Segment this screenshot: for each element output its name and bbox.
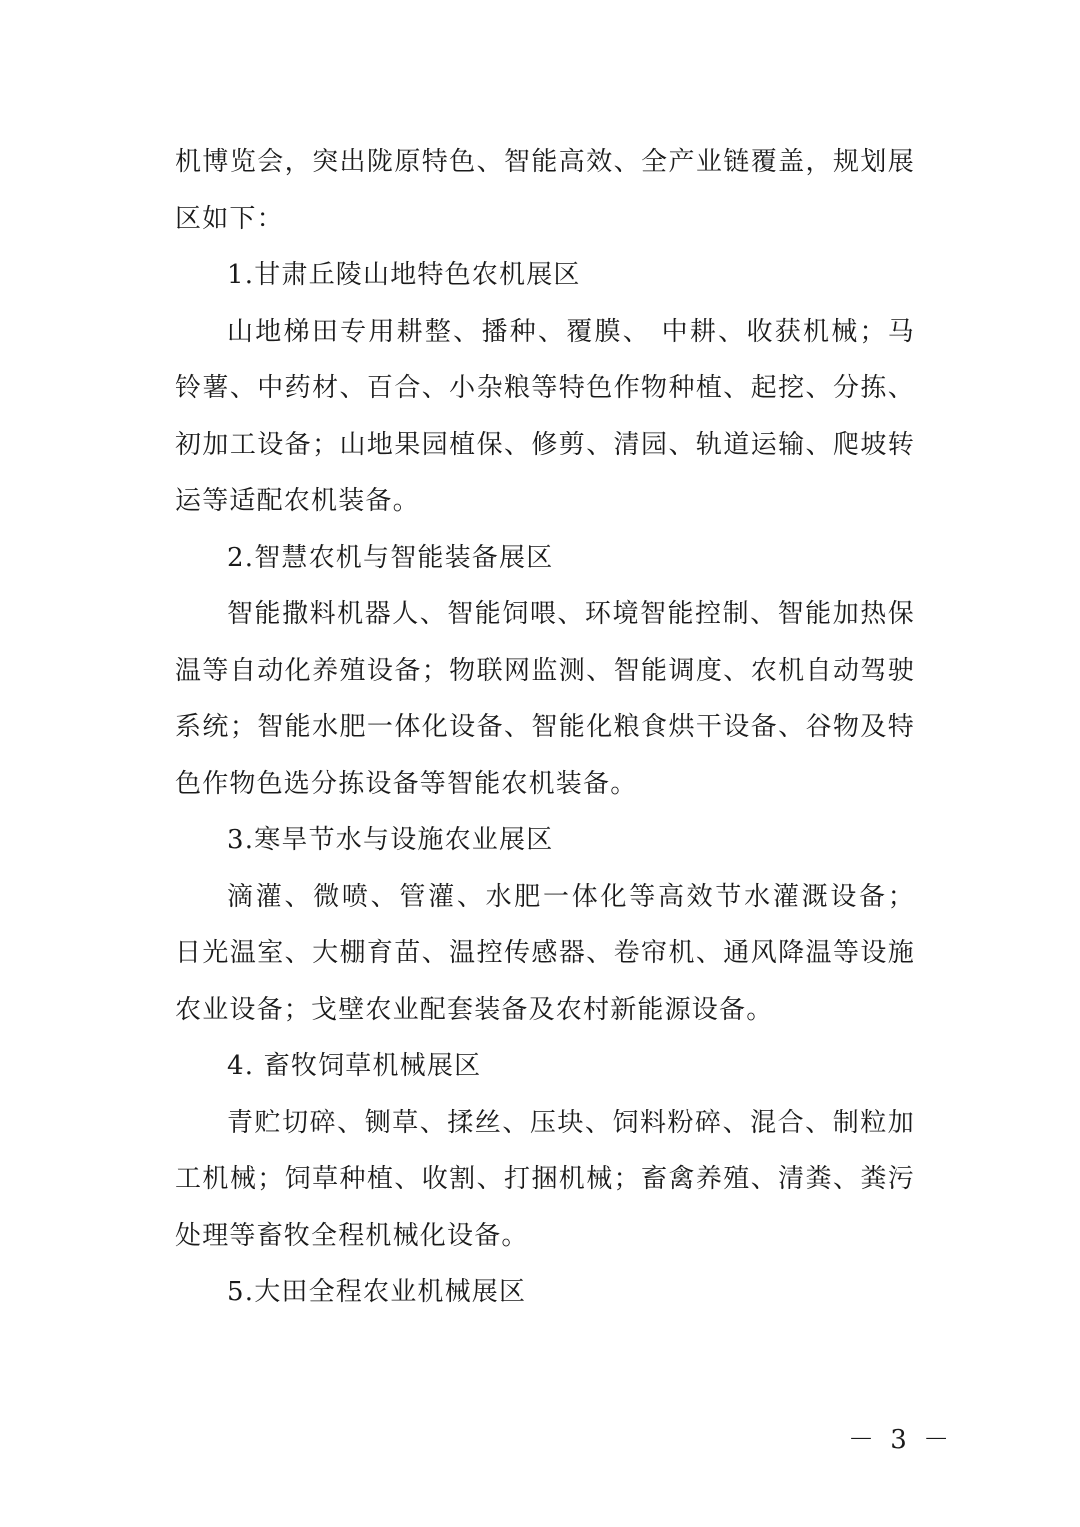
page-number: － 3 － [848,1425,954,1455]
section-body-1: 山地梯田专用耕整、播种、覆膜、 中耕、收获机械；马铃薯、中药材、百合、小杂粮等特色作物种植、起挖、分拣、初加工设备；山地果园植保、修剪、清园、轨道运输、爬坡转运等适配农机装备。 [175,316,915,516]
section-body-3: 滴灌、微喷、管灌、水肥一体化等高效节水灌溉设备； 日光温室、大棚育苗、温控传感器、卷帘机、通风降温等设施农业设备；戈壁农业配套装备及农村新能源设备。 [175,881,915,1025]
section-heading-4: 4. 畜牧饲草机械展区 [227,1051,482,1081]
section-heading-2: 2.智慧农机与智能装备展区 [227,542,554,573]
section-heading-3: 3.寒旱节水与设施农业展区 [227,825,554,855]
section-body-4: 青贮切碎、铡草、揉丝、压块、饲料粉碎、混合、制粒加工机械；饲草种植、收割、打捆机械；畜禽养殖、清粪、粪污处理等畜牧全程机械化设备。 [175,1107,915,1251]
section-heading-1: 1.甘肃丘陵山地特色农机展区 [227,260,581,290]
document-body [175,134,915,1321]
section-heading-5: 5.大田全程农业机械展区 [227,1277,527,1307]
paragraph-intro-continuation: 机博览会，突出陇原特色、智能高效、全产业链覆盖，规划展区如下： [175,147,915,234]
section-body-2: 智能撒料机器人、智能饲喂、环境智能控制、智能加热保温等自动化养殖设备；物联网监测、智能调度、农机自动驾驶系统；智能水肥一体化设备、智能化粮食烘干设备、谷物及特色作物色选分拣设备等智能农机装备。 [175,599,915,799]
